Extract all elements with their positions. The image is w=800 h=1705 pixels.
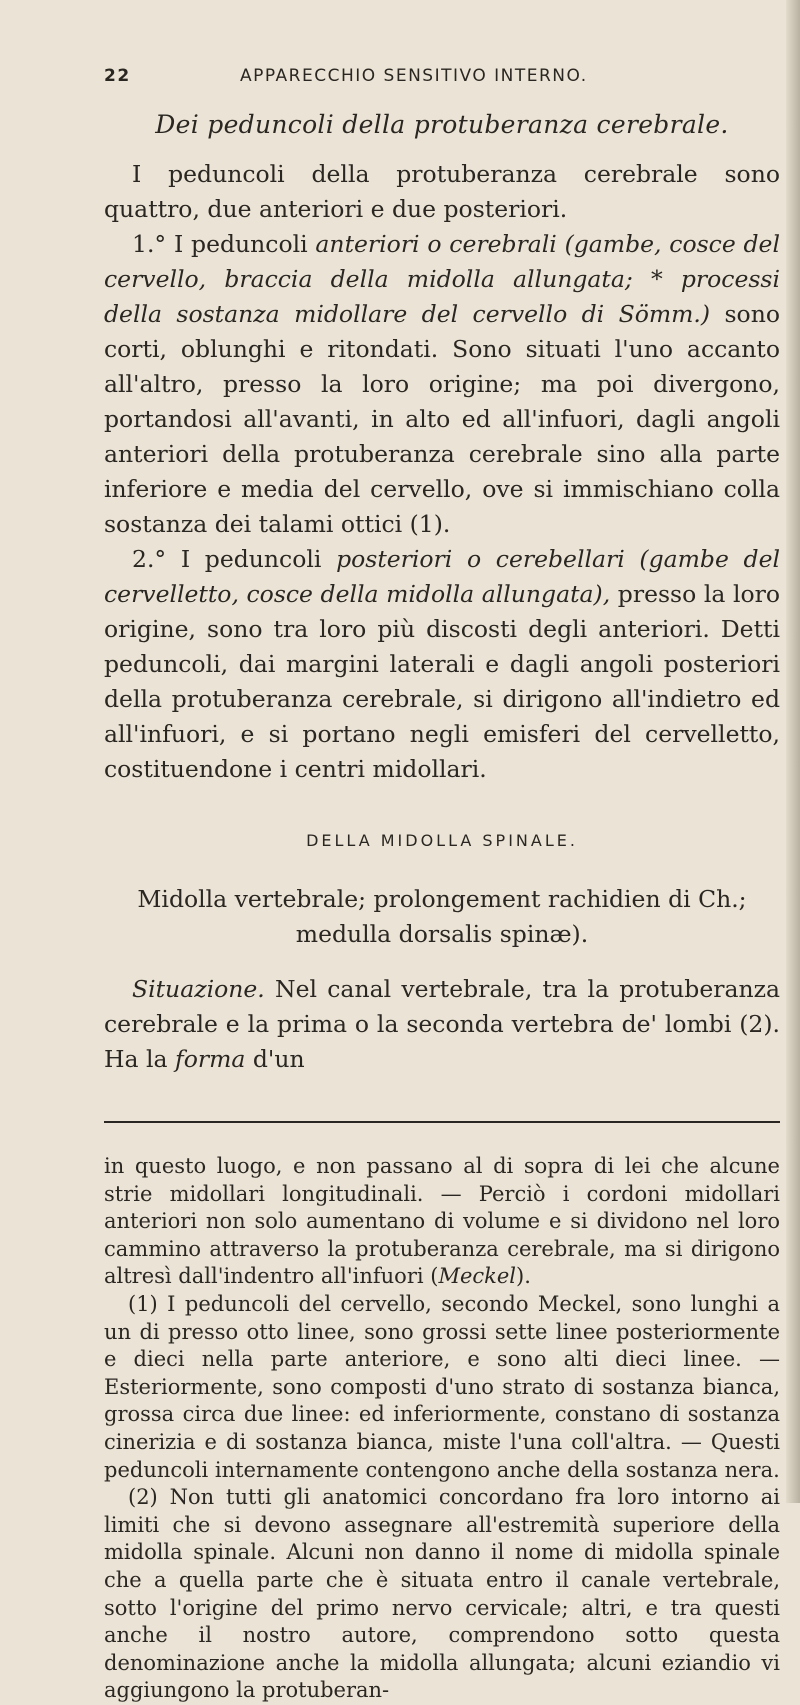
section-title: Dei peduncoli della protuberanza cerebrale. (155, 110, 729, 139)
situation-paragraph (104, 972, 780, 1077)
running-header (104, 66, 780, 90)
situation-label: Situazione. (132, 975, 265, 1003)
spinal-cord-synonyms (104, 882, 780, 952)
situation-text: Nel canal vertebrale, tra la protuberanza cerebrale e la prima o la seconda vertebra de' lombi (2). Ha la (104, 975, 780, 1073)
footnote-separator (104, 1121, 780, 1123)
item-number: 1.° I peduncoli (132, 230, 308, 258)
page-edge-shadow (786, 0, 800, 1503)
intro-paragraph: I peduncoli della protuberanza cerebrale sono quattro, due anteriori e due posteriori. (104, 160, 780, 223)
footnote-continuation (104, 1153, 780, 1291)
synonyms-line-2: medulla dorsalis spinæ). (295, 920, 589, 948)
anterior-peduncles-synonyms: anteriori o cerebrali (gambe, cosce del cervello, braccia della midolla allungata; * processi della sostanza midollare del cervello di Sömm.) (104, 230, 780, 328)
anterior-peduncles-paragraph (104, 227, 780, 542)
forma-tail: d'un (252, 1045, 305, 1073)
anterior-peduncles-text: sono corti, oblunghi e ritondati. Sono situati l'uno accanto all'altro, presso la loro origine; ma poi divergono, portandosi all'avanti, in alto ed all'infuori, dagli angoli anteriori della protuberanza cerebrale sino alla parte inferiore e media del cervello, ove si immischiano colla sostanza dei talami ottici (1). (104, 300, 780, 538)
synonyms-line-1: Midolla vertebrale; prolongement rachidien di Ch.; (137, 885, 747, 913)
footnote-1: (1) I peduncoli del cervello, secondo Meckel, sono lunghi a un di presso otto linee, sono grossi sette linee posteriormente e dieci nella parte anteriore, e sono alti dieci linee. — Esteriormente, sono composti d'uno strato di sostanza bianca, grossa circa due linee: ed inferiormente, constano di sostanza cinerizia e di sostanza bianca, miste l'una coll'altra. — Questi peduncoli internamente contengono anche della sostanza nera. (104, 1291, 780, 1482)
footnote-continuation-end: ). (516, 1264, 531, 1289)
posterior-peduncles-paragraph (104, 542, 780, 787)
footnotes (104, 1153, 780, 1705)
footnote-continuation-text: in questo luogo, e non passano al di sopra di lei che alcune strie midollari longitudinali. — Perciò i cordoni midollari anteriori non solo aumentano di volume e si dividono nel loro cammino attraverso la protuberanza cerebrale, ma si dirigono altresì dall'indentro all'infuori ( (104, 1154, 780, 1289)
forma-label: forma (175, 1045, 246, 1073)
item-number: 2.° I peduncoli (132, 545, 322, 573)
footnote-author: Meckel (438, 1264, 517, 1289)
chapter-title: DELLA MIDOLLA SPINALE. (306, 831, 578, 850)
posterior-peduncles-text: presso la loro origine, sono tra loro più discosti degli anteriori. Detti peduncoli, dai margini laterali e dagli angoli posteriori della protuberanza cerebrale, si dirigono all'indietro ed all'infuori, e si portano negli emisferi del cervelletto, costituendone i centri midollari. (104, 580, 780, 783)
page-number: 22 (104, 66, 131, 86)
running-title: APPARECCHIO SENSITIVO INTERNO. (240, 66, 588, 86)
posterior-peduncles-synonyms: posteriori o cerebellari (gambe del cervelletto, cosce della midolla allungata), (104, 545, 780, 608)
footnote-2: (2) Non tutti gli anatomici concordano fra loro intorno ai limiti che si devono assegnare all'estremità superiore della midolla spinale. Alcuni non danno il nome di midolla spinale che a quella parte che è situata entro il canale vertebrale, sotto l'origine del primo nervo cervicale; altri, e tra questi anche il nostro autore, comprendono sotto questa denominazione anche la midolla allungata; alcuni eziandio vi aggiungono la protuberan- (104, 1485, 780, 1703)
book-page (104, 66, 780, 1705)
